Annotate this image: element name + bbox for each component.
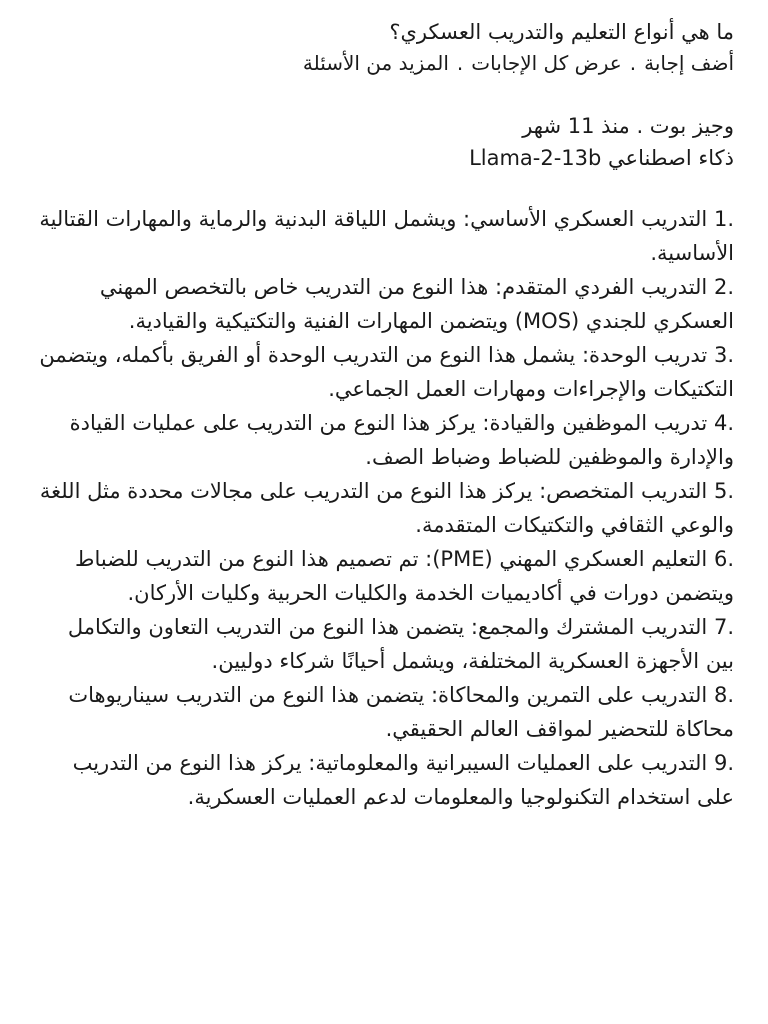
action-separator: . [456,51,464,75]
more-questions-link[interactable]: المزيد من الأسئلة [302,51,449,75]
author-time: وجيز بوت . منذ 11 شهر [522,114,734,138]
question-title: ما هي أنواع التعليم والتدريب العسكري؟ [389,20,734,44]
item-number: 6. [713,547,734,571]
item-text: التدريب الفردي المتقدم: هذا النوع من التدريب خاص بالتخصص المهني العسكري للجندي (MOS) ويتضمن المهارات الفنية والتكتيكية والقيادية. [99,275,734,333]
item-number: 3. [713,343,734,367]
answer-item [36,270,734,338]
answer-item [36,610,734,678]
item-text: التعليم العسكري المهني (PME): تم تصميم هذا النوع من التدريب للضباط ويتضمن دورات في أكاديميات الخدمة والكليات الحربية وكليات الأركان. [75,547,734,605]
item-text: تدريب الوحدة: يشمل هذا النوع من التدريب الوحدة أو الفريق بأكمله، ويتضمن التكتيكات والإجراءات ومهارات العمل الجماعي. [39,343,734,401]
item-number: 8. [713,683,734,707]
item-text: تدريب الموظفين والقيادة: يركز هذا النوع من التدريب على عمليات القيادة والإدارة والموظفين للضباط وضباط الصف. [69,411,734,469]
answer-meta [36,110,734,174]
answer-item [36,474,734,542]
answer-item [36,678,734,746]
view-all-answers-link[interactable]: عرض كل الإجابات [471,51,622,75]
item-text: التدريب على العمليات السيبرانية والمعلوماتية: يركز هذا النوع من التدريب على استخدام التكنولوجيا والمعلومات لدعم العمليات العسكرية. [72,751,734,809]
item-number: 5. [713,479,734,503]
item-text: التدريب على التمرين والمحاكاة: يتضمن هذا النوع من التدريب سيناريوهات محاكاة للتحضير لمواقف العالم الحقيقي. [68,683,734,741]
item-text: التدريب العسكري الأساسي: ويشمل اللياقة البدنية والرماية والمهارات القتالية الأساسية. [39,207,734,265]
answer-item [36,338,734,406]
model-label: ذكاء اصطناعي Llama-2-13b [469,146,734,170]
answer-item [36,202,734,270]
item-number: 9. [713,751,734,775]
item-text: التدريب المتخصص: يركز هذا النوع من التدريب على مجالات محددة مثل اللغة والوعي الثقافي والتكتيكات المتقدمة. [39,479,734,537]
item-number: 1. [713,207,734,231]
item-number: 2. [713,275,734,299]
answer-item [36,746,734,814]
action-separator: . [629,51,637,75]
answer-body [36,202,734,814]
answer-item [36,542,734,610]
item-number: 7. [713,615,734,639]
add-answer-link[interactable]: أضف إجابة [644,51,734,75]
answer-item [36,406,734,474]
item-number: 4. [713,411,734,435]
question-actions [36,48,734,78]
item-text: التدريب المشترك والمجمع: يتضمن هذا النوع من التدريب التعاون والتكامل بين الأجهزة العسكرية المختلفة، ويشمل أحيانًا شركاء دوليين. [67,615,734,673]
